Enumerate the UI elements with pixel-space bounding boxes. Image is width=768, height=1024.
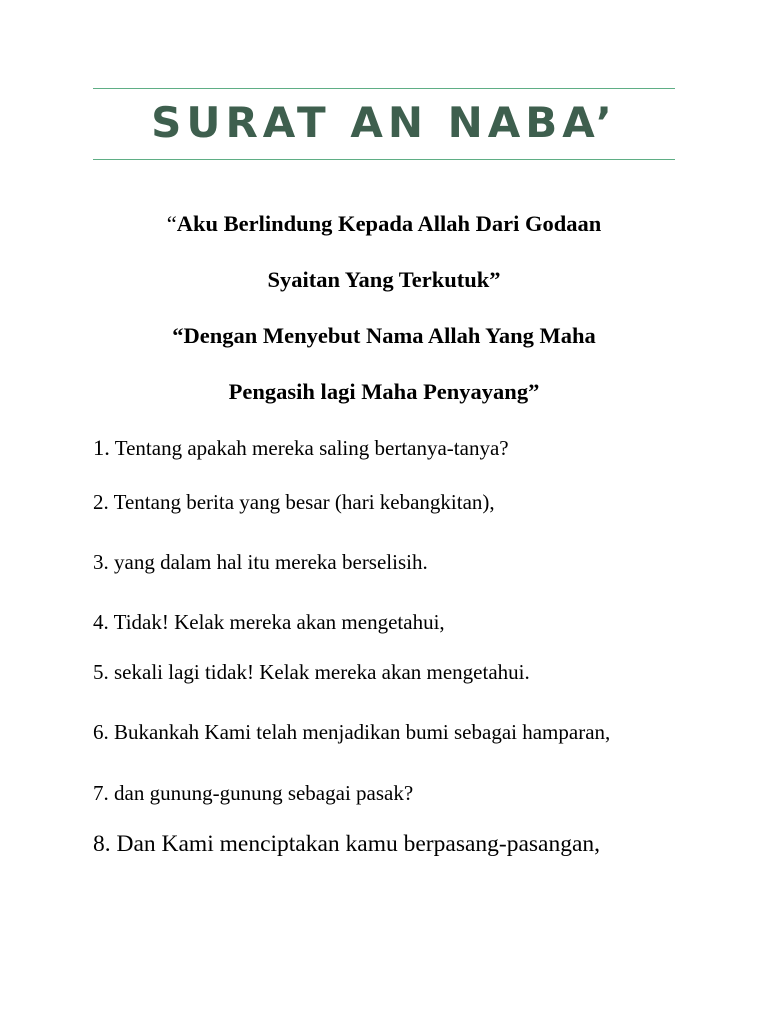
- isti-adhah-line-1-text: Aku Berlindung Kepada Allah Dari Godaan: [176, 211, 602, 236]
- verse-2: [93, 489, 713, 515]
- verse-number: 4.: [93, 610, 109, 634]
- verse-number: 5.: [93, 660, 109, 684]
- verse-7: [93, 780, 713, 806]
- verse-3: [93, 549, 713, 575]
- title-rule-bottom: [93, 159, 675, 160]
- isti-adhah-open-quote: “: [166, 211, 177, 236]
- verse-4: [93, 609, 713, 635]
- verse-text: sekali lagi tidak! Kelak mereka akan mengetahui.: [114, 660, 530, 684]
- verse-text: Tentang apakah mereka saling bertanya-tanya?: [114, 436, 509, 460]
- verse-text: dan gunung-gunung sebagai pasak?: [114, 781, 414, 805]
- verse-8: [93, 831, 713, 857]
- verse-text: Tentang berita yang besar (hari kebangkitan),: [113, 490, 495, 514]
- title-rule-top: [93, 88, 675, 89]
- verse-number: 7.: [93, 781, 109, 805]
- verse-5: [93, 659, 713, 685]
- verse-1: [93, 435, 713, 461]
- verse-number: 2.: [93, 490, 109, 514]
- basmalah-line-1: “Dengan Menyebut Nama Allah Yang Maha: [172, 323, 596, 348]
- verse-6: [93, 719, 713, 745]
- verse-number: 6.: [93, 720, 109, 744]
- verse-text: Tidak! Kelak mereka akan mengetahui,: [113, 610, 445, 634]
- verse-text: Dan Kami menciptakan kamu berpasang-pasangan,: [116, 831, 601, 857]
- verse-text: Bukankah Kami telah menjadikan bumi sebagai hamparan,: [114, 720, 611, 744]
- verse-number: 8.: [93, 831, 111, 857]
- verse-number: 3.: [93, 550, 109, 574]
- isti-adhah-line-1: [93, 210, 675, 238]
- document-title: SURAT AN NABA’: [151, 98, 617, 147]
- isti-adhah-line-2: Syaitan Yang Terkutuk”: [267, 267, 501, 292]
- basmalah-line-2: Pengasih lagi Maha Penyayang”: [228, 379, 540, 404]
- verse-text: yang dalam hal itu mereka berselisih.: [114, 550, 428, 574]
- verse-number: 1.: [93, 435, 110, 460]
